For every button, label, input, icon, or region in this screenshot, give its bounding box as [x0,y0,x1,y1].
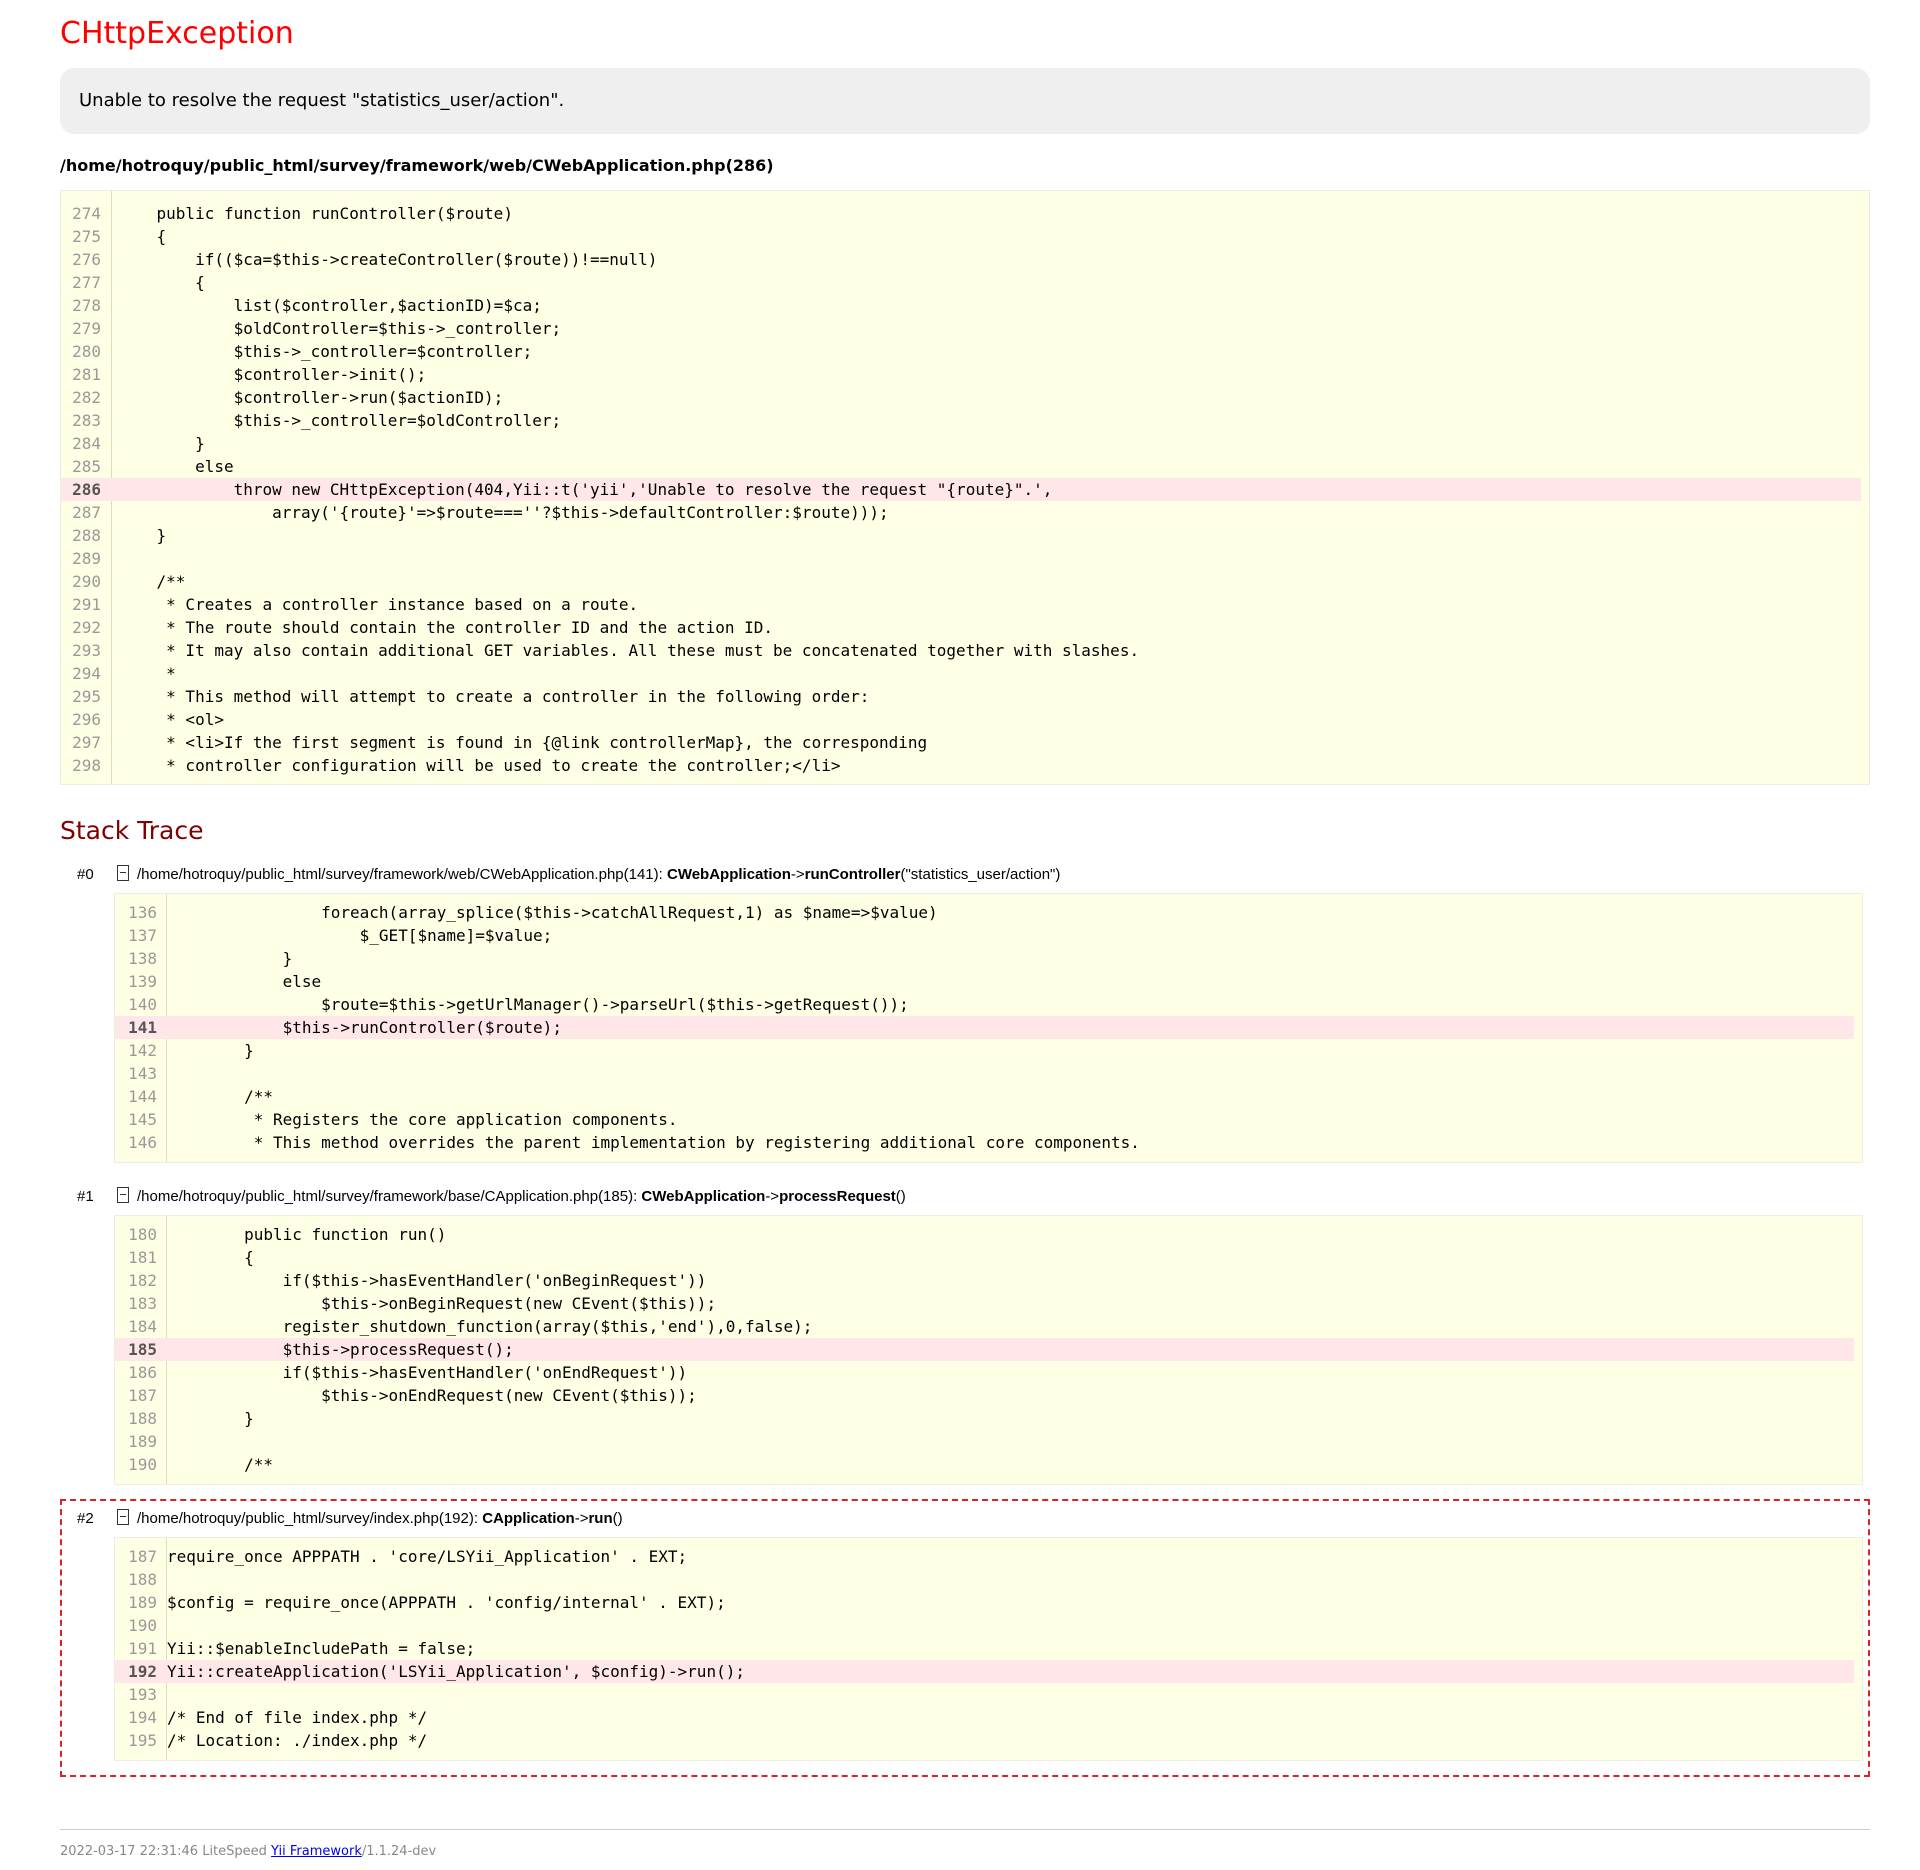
source-line [61,409,1869,432]
line-number: 183 [128,1294,157,1313]
line-number: 294 [72,664,101,683]
code-text: list($controller,$actionID)=$ca; [118,296,542,315]
trace-file-path: /home/hotroquy/public_html/survey/framework/base/CApplication.php(185): [137,1188,642,1205]
trace-line [115,1407,1862,1430]
trace-index: #2 [77,1510,94,1527]
trace-line [115,1062,1862,1085]
trace-index: #1 [77,1188,94,1205]
line-number: 146 [128,1133,157,1152]
code-text: } [118,434,205,453]
line-number: 136 [128,903,157,922]
line-number: 192 [128,1662,157,1681]
code-text: Yii::createApplication('LSYii_Application', $config)->run(); [167,1662,745,1681]
source-line [61,363,1869,386]
code-text: /** [167,1087,273,1106]
code-text: public function runController($route) [118,204,513,223]
trace-line [115,1223,1862,1246]
code-text: $this->_controller=$oldController; [118,411,562,430]
line-number: 191 [128,1639,157,1658]
trace-line [115,901,1862,924]
line-number: 292 [72,618,101,637]
code-text: { [118,273,205,292]
stack-trace-title: Stack Trace [60,816,204,845]
trace-line [115,1453,1862,1476]
trace-line [115,924,1862,947]
line-number: 189 [128,1593,157,1612]
code-text: if(($ca=$this->createController($route))!==null) [118,250,658,269]
code-text: else [167,972,322,991]
trace-line [115,1085,1862,1108]
source-line [61,708,1869,731]
line-number: 140 [128,995,157,1014]
trace-class: CWebApplication [641,1188,766,1205]
source-line [61,386,1869,409]
code-text: $route=$this->getUrlManager()->parseUrl($this->getRequest()); [167,995,909,1014]
error-page [60,0,1870,1777]
line-number: 282 [72,388,101,407]
line-number: 287 [72,503,101,522]
trace-line [115,1545,1862,1568]
trace-line [115,993,1862,1016]
trace-line [115,1315,1862,1338]
source-code-block [60,190,1870,785]
line-number: 194 [128,1708,157,1727]
trace-arrow: -> [574,1510,589,1527]
line-number: 276 [72,250,101,269]
code-text: $_GET[$name]=$value; [167,926,553,945]
code-text: /** [167,1455,273,1474]
line-number: 181 [128,1248,157,1267]
line-number: 190 [128,1616,157,1635]
trace-highlighted-line [115,1660,1854,1683]
code-text: } [167,1409,254,1428]
code-text: require_once APPPATH . 'core/LSYii_Application' . EXT; [167,1547,688,1566]
footer [60,1829,1870,1859]
code-text: { [118,227,167,246]
line-number: 281 [72,365,101,384]
code-text: if($this->hasEventHandler('onEndRequest')) [167,1363,688,1382]
trace-header[interactable] [62,1501,1868,1537]
line-number: 139 [128,972,157,991]
code-text: $controller->run($actionID); [118,388,504,407]
trace-method: processRequest [779,1188,896,1205]
line-number: 193 [128,1685,157,1704]
source-line [61,639,1869,662]
source-line [61,754,1869,777]
trace-entry [60,1499,1870,1777]
source-line [61,202,1869,225]
line-number: 190 [128,1455,157,1474]
line-number: 275 [72,227,101,246]
line-number: 137 [128,926,157,945]
line-number: 296 [72,710,101,729]
code-text: * <li>If the first segment is found in {@link controllerMap}, the corresponding [118,733,928,752]
trace-line [115,1292,1862,1315]
stack-trace-list [60,857,1870,1777]
line-number: 288 [72,526,101,545]
source-line [61,225,1869,248]
code-text: register_shutdown_function(array($this,'end'),0,false); [167,1317,813,1336]
source-line [61,340,1869,363]
trace-line [115,1637,1862,1660]
code-text: foreach(array_splice($this->catchAllRequest,1) as $name=>$value) [167,903,938,922]
code-text: { [167,1248,254,1267]
line-number: 278 [72,296,101,315]
line-number: 182 [128,1271,157,1290]
line-number: 277 [72,273,101,292]
line-number: 187 [128,1386,157,1405]
line-number: 283 [72,411,101,430]
trace-highlighted-line [115,1016,1854,1039]
code-text: * It may also contain additional GET variables. All these must be concatenated together with slashes. [118,641,1140,660]
yii-framework-link[interactable]: Yii Framework [271,1844,362,1859]
code-text: /** [118,572,186,591]
collapse-toggle-icon[interactable] [117,1509,129,1525]
line-number: 180 [128,1225,157,1244]
trace-line [115,1614,1862,1637]
trace-arrow: -> [765,1188,780,1205]
source-line [61,455,1869,478]
source-line [61,501,1869,524]
code-text: * The route should contain the controller ID and the action ID. [118,618,774,637]
line-number: 195 [128,1731,157,1750]
source-line [61,662,1869,685]
source-line [61,248,1869,271]
code-text: $controller->init(); [118,365,427,384]
collapse-toggle-icon[interactable] [117,865,129,881]
source-line [61,294,1869,317]
trace-method: runController [804,866,901,883]
line-number: 284 [72,434,101,453]
source-line [61,593,1869,616]
line-number: 189 [128,1432,157,1451]
line-number: 289 [72,549,101,568]
source-line [61,570,1869,593]
code-text: throw new CHttpException(404,Yii::t('yii','Unable to resolve the request "{route}".', [118,480,1053,499]
line-number: 138 [128,949,157,968]
trace-line [115,1246,1862,1269]
line-number: 187 [128,1547,157,1566]
line-number: 141 [128,1018,157,1037]
code-text: $this->processRequest(); [167,1340,514,1359]
code-text: if($this->hasEventHandler('onBeginRequest')) [167,1271,707,1290]
collapse-toggle-icon[interactable] [117,1187,129,1203]
trace-header[interactable] [60,857,1870,893]
source-line [61,432,1869,455]
line-number: 297 [72,733,101,752]
footer-timestamp: 2022-03-17 22:31:46 LiteSpeed [60,1844,272,1859]
code-text: * [118,664,176,683]
trace-line [115,1430,1862,1453]
code-text: $oldController=$this->_controller; [118,319,562,338]
trace-class: CApplication [482,1510,575,1527]
trace-highlighted-line [115,1338,1854,1361]
trace-line [115,1108,1862,1131]
trace-arrow: -> [790,866,805,883]
source-highlighted-line [61,478,1861,501]
trace-entry [60,857,1870,1163]
code-text: * This method will attempt to create a controller in the following order: [118,687,870,706]
code-text: /* End of file index.php */ [167,1708,428,1727]
source-line [61,616,1869,639]
line-number: 185 [128,1340,157,1359]
error-message: Unable to resolve the request "statistics_user/action". [60,68,1870,134]
source-line [61,547,1869,570]
code-text: Yii::$enableIncludePath = false; [167,1639,476,1658]
error-title: CHttpException [60,16,294,51]
line-number: 184 [128,1317,157,1336]
code-text: $this->runController($route); [167,1018,562,1037]
line-number: 293 [72,641,101,660]
trace-args: () [895,1188,906,1205]
trace-line [115,947,1862,970]
code-text: * <ol> [118,710,224,729]
line-number: 298 [72,756,101,775]
line-number: 145 [128,1110,157,1129]
code-text: else [118,457,234,476]
code-text: public function run() [167,1225,447,1244]
line-number: 143 [128,1064,157,1083]
trace-code-block [114,1215,1863,1485]
trace-line [115,1591,1862,1614]
source-line [61,685,1869,708]
line-number: 295 [72,687,101,706]
trace-line [115,1039,1862,1062]
trace-line [115,1568,1862,1591]
trace-header[interactable] [60,1179,1870,1215]
code-text: $this->_controller=$controller; [118,342,533,361]
trace-file-path: /home/hotroquy/public_html/survey/framework/web/CWebApplication.php(141): [137,866,667,883]
trace-class: CWebApplication [666,866,791,883]
code-text: } [167,949,293,968]
trace-line [115,1361,1862,1384]
code-text: /* Location: ./index.php */ [167,1731,428,1750]
source-line [61,524,1869,547]
line-number: 280 [72,342,101,361]
code-text: * controller configuration will be used to create the controller;</li> [118,756,841,775]
line-number: 279 [72,319,101,338]
line-number: 285 [72,457,101,476]
trace-code-block [114,1537,1863,1761]
code-text: } [118,526,167,545]
code-text: * This method overrides the parent implementation by registering additional core components. [167,1133,1140,1152]
line-number: 290 [72,572,101,591]
code-text: } [167,1041,254,1060]
code-text: $config = require_once(APPPATH . 'config/internal' . EXT); [167,1593,726,1612]
trace-line [115,1683,1862,1706]
code-text: * Registers the core application components. [167,1110,678,1129]
line-number: 142 [128,1041,157,1060]
code-text: array('{route}'=>$route===''?$this->defaultController:$route))); [118,503,889,522]
trace-code-block [114,893,1863,1163]
trace-line [115,1384,1862,1407]
line-number: 188 [128,1409,157,1428]
trace-line [115,1269,1862,1292]
source-file-path: /home/hotroquy/public_html/survey/framework/web/CWebApplication.php(286) [60,156,774,175]
code-text: $this->onEndRequest(new CEvent($this)); [167,1386,697,1405]
trace-line [115,1131,1862,1154]
trace-args: () [612,1510,623,1527]
line-number: 144 [128,1087,157,1106]
source-line [61,271,1869,294]
code-text: $this->onBeginRequest(new CEvent($this)); [167,1294,717,1313]
trace-file-path: /home/hotroquy/public_html/survey/index.php(192): [137,1510,483,1527]
source-line [61,317,1869,340]
line-number: 188 [128,1570,157,1589]
code-text: * Creates a controller instance based on a route. [118,595,639,614]
trace-entry [60,1179,1870,1485]
line-number: 286 [72,480,101,499]
trace-line [115,1729,1862,1752]
line-number: 274 [72,204,101,223]
line-number: 186 [128,1363,157,1382]
trace-method: run [588,1510,613,1527]
line-number: 291 [72,595,101,614]
footer-version: /1.1.24-dev [361,1844,437,1859]
trace-args: ("statistics_user/action") [900,866,1061,883]
trace-line [115,970,1862,993]
source-line [61,731,1869,754]
trace-line [115,1706,1862,1729]
trace-index: #0 [77,866,94,883]
